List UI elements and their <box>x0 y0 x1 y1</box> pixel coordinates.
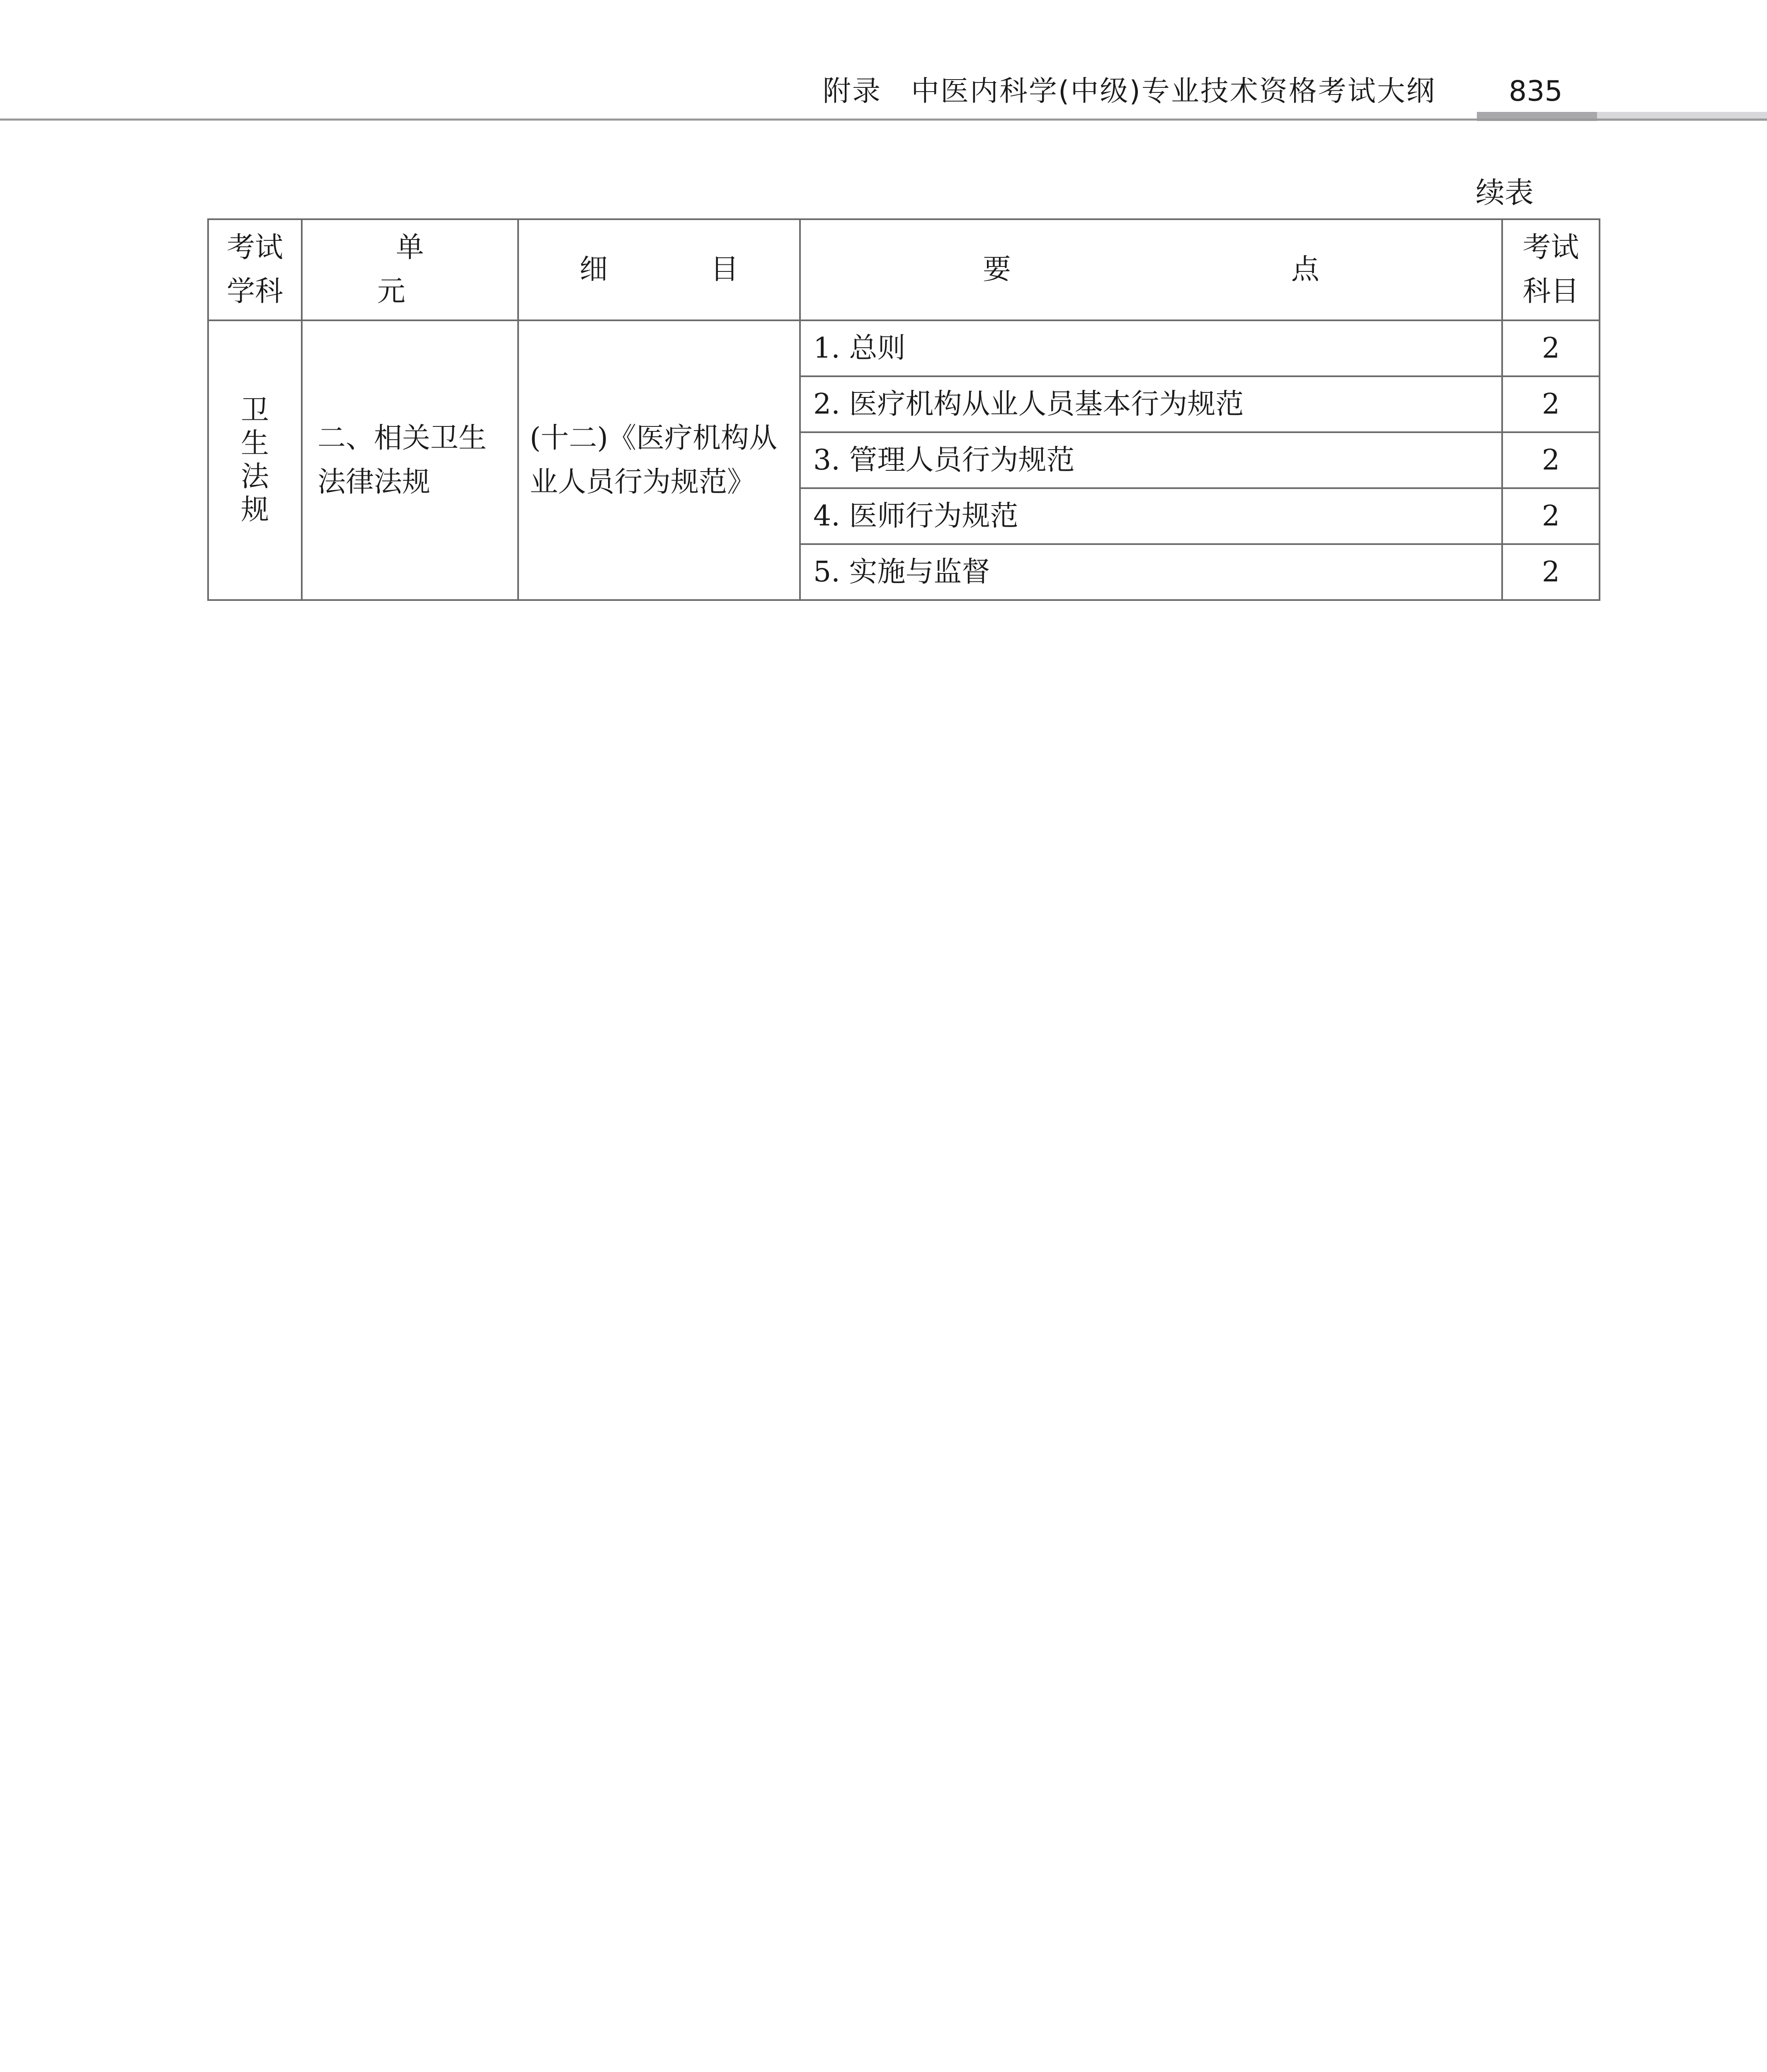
column-header-exam <box>1502 219 1600 320</box>
exam-cell: 2 <box>1502 488 1600 544</box>
exam-cell: 2 <box>1502 432 1600 488</box>
subject-cell <box>208 320 302 600</box>
exam-cell: 2 <box>1502 320 1600 376</box>
detail-cell: (十二)《医疗机构从业人员行为规范》 <box>518 320 800 600</box>
column-header-point <box>800 219 1502 320</box>
running-header <box>0 0 1767 124</box>
exam-cell: 2 <box>1502 544 1600 600</box>
column-header-unit-label: 单 元 <box>377 231 527 308</box>
point-cell: 5. 实施与监督 <box>800 544 1502 600</box>
table-row <box>208 320 1600 376</box>
unit-cell: 二、相关卫生法律法规 <box>302 320 518 600</box>
point-cell: 3. 管理人员行为规范 <box>800 432 1502 488</box>
continued-label: 续表 <box>1476 176 1534 210</box>
subject-text: 卫生法规 <box>240 394 269 526</box>
column-header-subject-label: 考试学科 <box>226 231 283 308</box>
syllabus-table <box>207 218 1600 601</box>
column-header-detail-label: 细 目 <box>579 253 776 286</box>
header-title: 附录 中医内科学(中级)专业技术资格考试大纲 <box>823 75 1436 108</box>
column-header-subject <box>208 219 302 320</box>
column-header-exam-label: 考试科目 <box>1522 231 1579 308</box>
column-header-point-label: 要 点 <box>982 253 1394 286</box>
point-cell: 4. 医师行为规范 <box>800 488 1502 544</box>
header-rule <box>0 119 1767 121</box>
page-number: 835 <box>1509 75 1563 108</box>
point-cell: 1. 总则 <box>800 320 1502 376</box>
column-header-detail <box>518 219 800 320</box>
exam-cell: 2 <box>1502 376 1600 432</box>
column-header-unit <box>302 219 527 320</box>
point-cell: 2. 医疗机构从业人员基本行为规范 <box>800 376 1502 432</box>
table-header-row <box>208 219 1600 320</box>
